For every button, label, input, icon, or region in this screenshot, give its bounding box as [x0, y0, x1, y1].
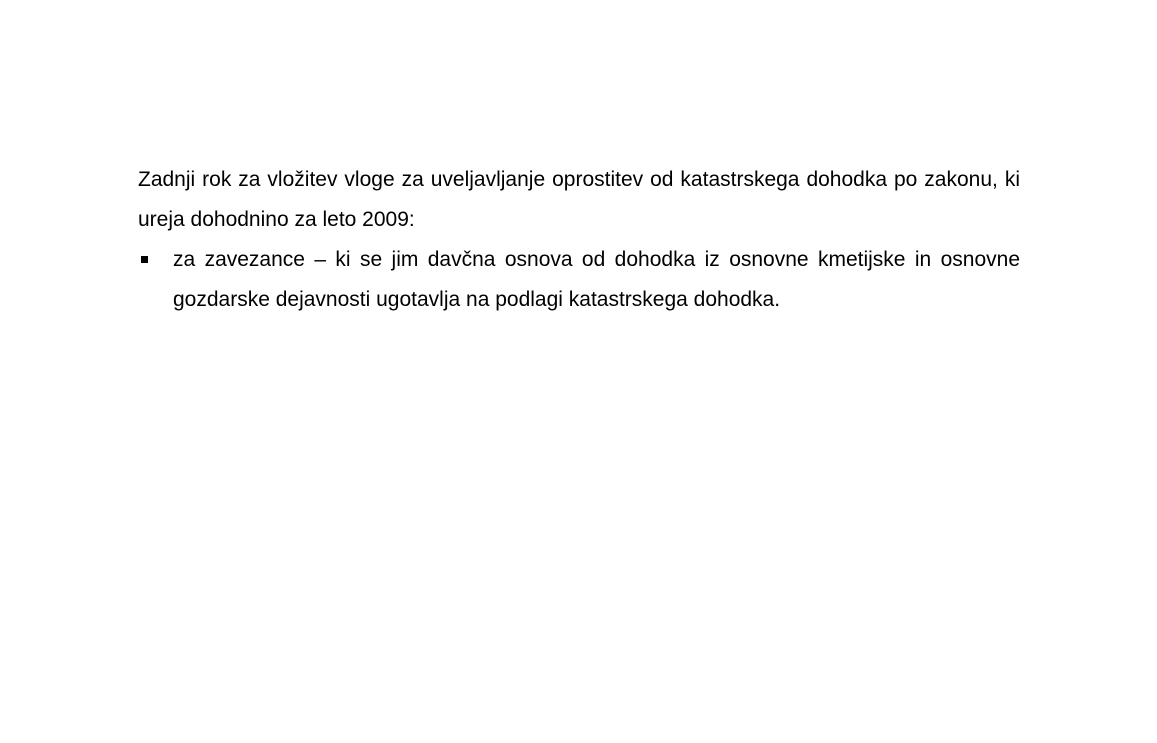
list-item-text: za zavezance – ki se jim davčna osnova od dohodka iz osnovne kmetijske in osnovne gozdarske dejavnosti ugotavlja na podlagi katastrskega dohodka.	[173, 248, 1020, 311]
square-bullet-icon	[141, 256, 148, 263]
bullet-list	[138, 240, 1020, 320]
document-body	[138, 160, 1020, 320]
list-item	[138, 240, 1020, 320]
intro-paragraph: Zadnji rok za vložitev vloge za uveljavljanje oprostitev od katastrskega dohodka po zakonu, ki ureja dohodnino za leto 2009:	[138, 168, 1020, 231]
